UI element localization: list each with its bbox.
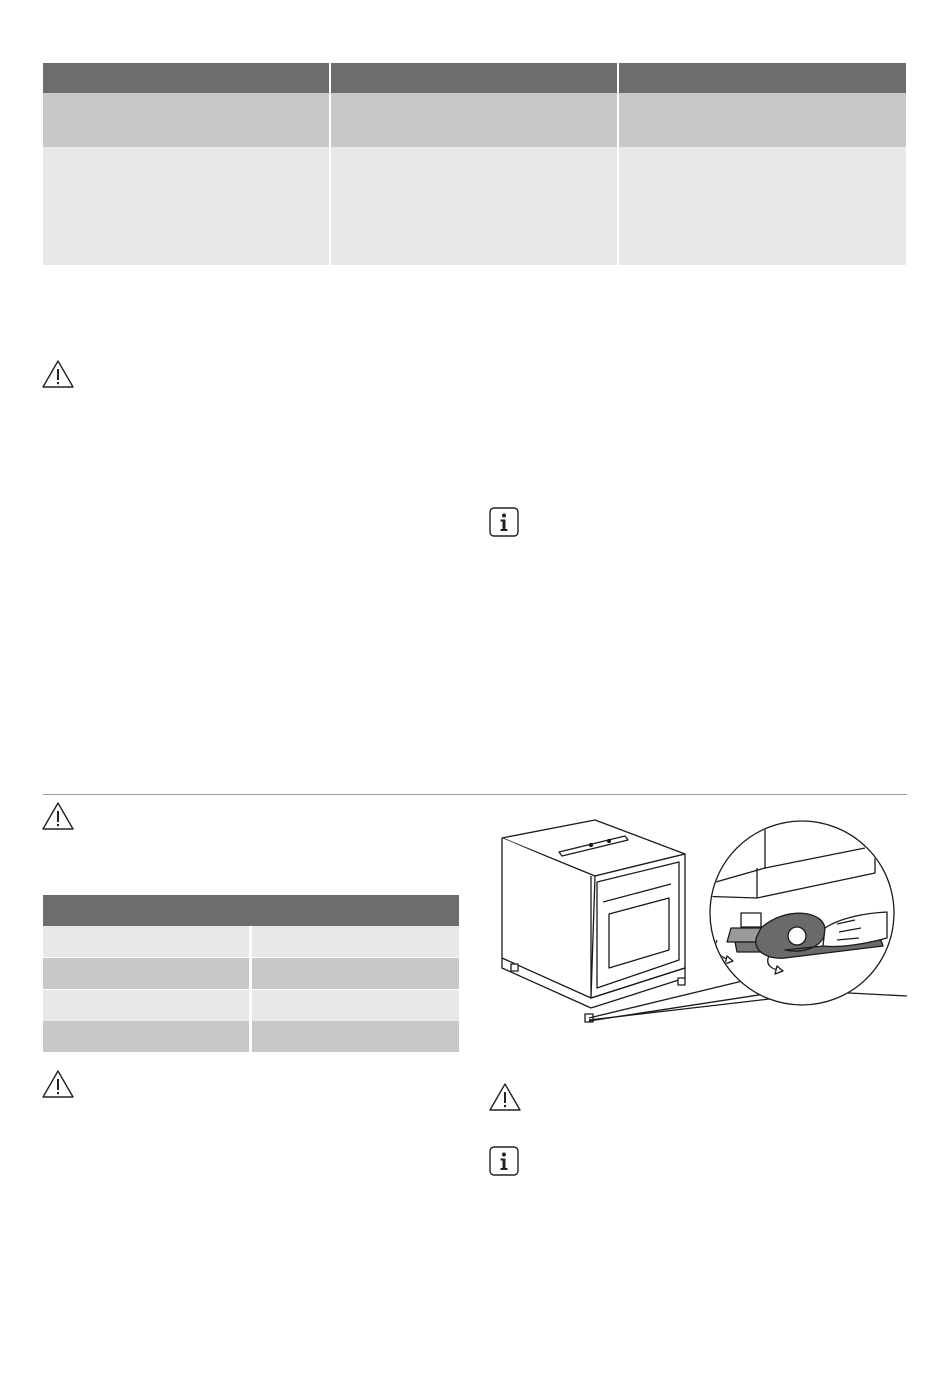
top-table-r2c1 bbox=[43, 147, 329, 265]
info-box-icon bbox=[489, 507, 519, 537]
top-table-header-2 bbox=[331, 63, 617, 93]
section-divider bbox=[43, 794, 907, 795]
warning-triangle-icon bbox=[41, 359, 75, 389]
warning-triangle-icon bbox=[41, 801, 75, 831]
bottom-table-r2c1 bbox=[43, 958, 249, 989]
top-table-r2c3 bbox=[619, 147, 906, 265]
bottom-table-r3c2 bbox=[252, 990, 459, 1021]
bottom-table-r3c1 bbox=[43, 990, 249, 1021]
warning-triangle-icon bbox=[488, 1082, 522, 1112]
bottom-table-header bbox=[43, 895, 459, 926]
bottom-table-r1c2 bbox=[252, 926, 459, 957]
top-table-r2c2 bbox=[331, 147, 617, 265]
info-box-icon bbox=[489, 1146, 519, 1176]
bottom-table-r4c1 bbox=[43, 1021, 249, 1052]
bottom-table-r4c2 bbox=[252, 1021, 459, 1052]
top-table-r1c1 bbox=[43, 93, 329, 147]
warning-triangle-icon bbox=[41, 1069, 75, 1099]
top-table-r1c2 bbox=[331, 93, 617, 147]
top-table-header-3 bbox=[619, 63, 906, 93]
bottom-table-r2c2 bbox=[252, 958, 459, 989]
top-table-header-1 bbox=[43, 63, 329, 93]
oven-levelling-illustration bbox=[495, 818, 907, 1030]
top-table-r1c3 bbox=[619, 93, 906, 147]
bottom-table-r1c1 bbox=[43, 926, 249, 957]
